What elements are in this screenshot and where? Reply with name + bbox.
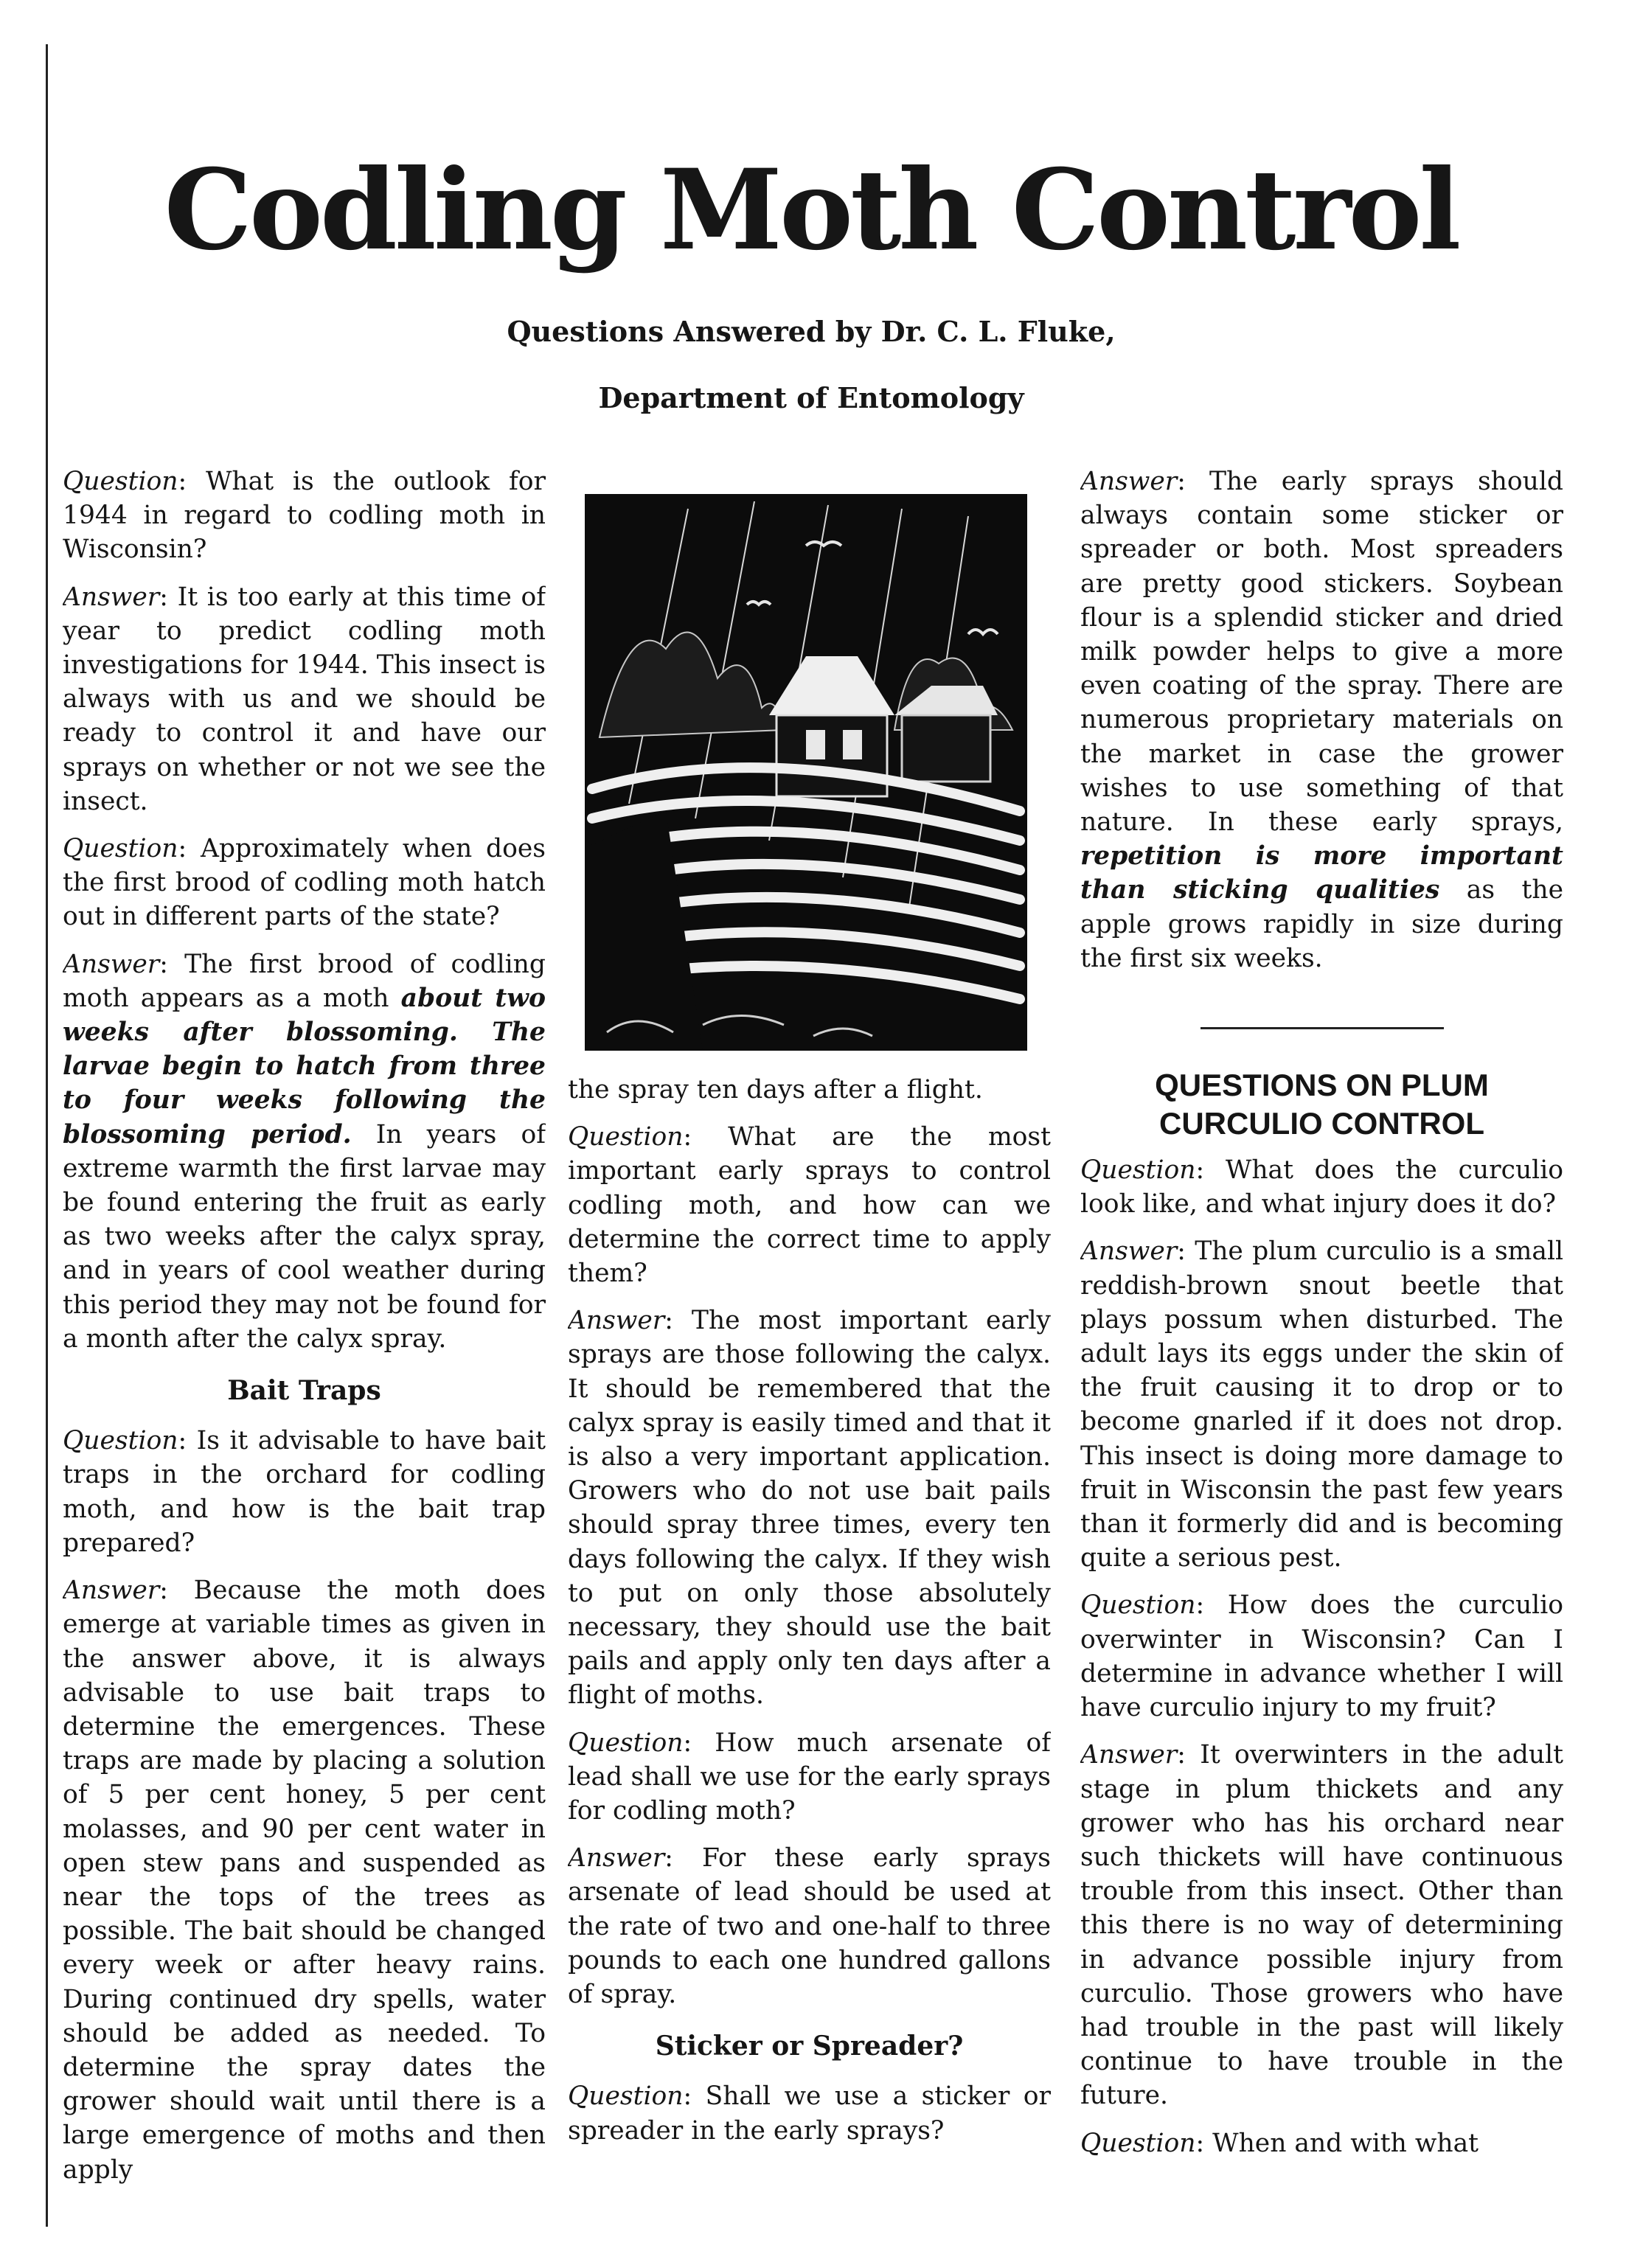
question-7-text: What does the curculio look like, and what injury does it do? [1080, 1155, 1563, 1220]
question-label: Question [1080, 1590, 1196, 1621]
answer-8-text: It overwinters in the adult stage in plum thickets and any grower who has his orchard near such thickets will have continuous trouble from this insect. Other than this there is no way of determining in advance possible injury from curculio. Those growers who have had trouble in the past will likely continue to have trouble in the future. [1080, 1740, 1563, 2111]
answer-7: Answer: The plum curculio is a small reddish-brown snout beetle that plays possum when disturbed. The adult lays its eggs under the skin of the fruit causing it to drop or to become gnarled if it does not drop. This insect is doing more damage to fruit in Wisconsin the past few years than it formerly did and is becoming quite a serious pest. [1080, 1236, 1563, 1573]
question-9-text: When and with what [1212, 2128, 1479, 2158]
answer-label: Answer [63, 949, 160, 979]
question-3: Question: Is it advisable to have bait traps in the orchard for codling moth, and how is the bait trap prepared? [63, 1426, 546, 1558]
answer-5: Answer: For these early sprays arsenate of lead should be used at the rate of two and one-half to three pounds to each one hundred gallons of spray. [568, 1843, 1051, 2010]
question-6-text: Shall we use a sticker or spreader in the early sprays? [568, 2081, 1051, 2146]
answer-label: Answer [63, 1576, 160, 1606]
question-5-text: How much arsenate of lead shall we use for the early sprays for codling moth? [568, 1728, 1051, 1826]
answer-2: Answer: The first brood of codling moth appears as a moth about two weeks after blossoming. The larvae begin to hatch from three to four weeks following the blossoming period. In years of extreme warmth the first larvae may be found entering the fruit as early as two weeks after the calyx spray, and in years of cool weather during this period they may not be found for a month after the calyx spray. [63, 949, 546, 1354]
answer-1: Answer: It is too early at this time of year to predict codling moth investigations for 1944. This insect is always with us and we should be ready to control it and have our sprays on whether or not we see the insect. [63, 582, 546, 816]
sticker-spreader-heading: Sticker or Spreader? [655, 2031, 964, 2062]
answer-5-text: For these early sprays arsenate of lead should be used at the rate of two and one-half to three pounds to each one hundred gallons of spray. [568, 1843, 1051, 2010]
question-label: Question [63, 467, 178, 496]
column-2 [568, 465, 1051, 2205]
woodcut-orchard-farmhouse-icon [585, 494, 1027, 1051]
answer-label: Answer [63, 582, 160, 612]
byline-author: Questions Answered by Dr. C. L. Fluke, [507, 315, 1116, 348]
answer-8: Answer: It overwinters in the adult stage in plum thickets and any grower who has his orchard near such thickets will have continuous trouble from this insect. Other than this there is no way of determining in advance possible injury from curculio. Those growers who have had trouble in the past will likely continue to have trouble in the future. [1080, 1740, 1563, 2111]
question-5: Question: How much arsenate of lead shall we use for the early sprays for codling moth? [568, 1728, 1051, 1826]
answer-label: Answer [568, 1843, 665, 1874]
question-label: Question [568, 1728, 684, 1758]
answer-6-emphasis: repetition is more important than sticking qualities [1080, 841, 1563, 905]
column-3 [1080, 465, 1563, 2205]
answer-2-emphasis: about two weeks after blossoming. The larvae begin to hatch from three to four weeks following the blossoming period. [63, 983, 546, 1149]
question-6: Question: Shall we use a sticker or spreader in the early sprays? [568, 2081, 1051, 2146]
answer-label: Answer [1080, 1236, 1178, 1267]
answer-label: Answer [1080, 1740, 1178, 1770]
question-label: Question [63, 1426, 178, 1456]
question-label: Question [1080, 2128, 1196, 2158]
answer-label: Answer [1080, 467, 1178, 496]
question-4-text: What are the most important early sprays to control codling moth, and how can we determine the correct time to apply them? [568, 1122, 1051, 1289]
question-label: Question [1080, 1155, 1196, 1186]
question-1: Question: What is the outlook for 1944 in regard to codling moth in Wisconsin? [63, 467, 546, 565]
question-3-text: Is it advisable to have bait traps in the orchard for codling moth, and how is the bait trap prepared? [63, 1426, 546, 1558]
question-label: Question [63, 834, 178, 864]
answer-2-text-pre: The first brood of codling moth appears as a moth [63, 949, 546, 1013]
question-7: Question: What does the curculio look like, and what injury does it do? [1080, 1155, 1563, 1220]
answer-2-text-post: In years of extreme warmth the first larvae may be found entering the fruit as early as two weeks after the calyx spray, and in years of cool weather during this period they may not be found for a month after the calyx spray. [63, 1119, 546, 1354]
column-2-continuation: the spray ten days after a flight. [568, 1075, 983, 1105]
answer-6: Answer: The early sprays should always contain some sticker or spreader or both. Most spreaders are pretty good stickers. Soybean flour is a splendid sticker and dried milk powder helps to give a more even coating of the spray. There are numerous proprietary materials on the market in case the grower wishes to use something of that nature. In these early sprays, repetition is more important than sticking qualities as the apple grows rapidly in size during the first six weeks. [1080, 467, 1563, 973]
answer-4-text: The most important early sprays are those following the calyx. It should be remembered that the calyx spray is easily timed and that it is also a very important application. Growers who do not use bait pails should spray three times, every ten days following the calyx. If they wish to put on only those absolutely necessary, they should use the bait pails and apply only ten days after a flight of moths. [568, 1306, 1051, 1711]
question-8: Question: How does the curculio overwinter in Wisconsin? Can I determine in advance whether I will have curculio injury to my fruit? [1080, 1590, 1563, 1723]
byline-department: Department of Entomology [598, 381, 1024, 414]
answer-7-text: The plum curculio is a small reddish-brown snout beetle that plays possum when disturbed. The adult lays its eggs under the skin of the fruit causing it to drop or to become gnarled if it does not drop. This insect is doing more damage to fruit in Wisconsin the past few years than it formerly did and is becoming quite a serious pest. [1080, 1236, 1563, 1573]
left-margin-rule [46, 44, 48, 2227]
answer-label: Answer [568, 1306, 665, 1336]
answer-1-text: It is too early at this time of year to predict codling moth investigations for 1944. This insect is always with us and we should be ready to control it and have our sprays on whether or not we see the insect. [63, 582, 546, 816]
question-9: Question: When and with what [1080, 2128, 1479, 2158]
section-divider [1201, 1027, 1444, 1029]
answer-3: Answer: Because the moth does emerge at variable times as given in the answer above, it is always advisable to use bait traps to determine the emergences. These traps are made by placing a solution of 5 per cent honey, 5 per cent molasses, and 90 per cent water in open stew pans and suspended as near the tops of the trees as possible. The bait should be changed every week or after heavy rains. During continued dry spells, water should be added as needed. To determine the spray dates the grower should wait until there is a large emergence of moths and then apply [63, 1576, 546, 2185]
answer-6-text-pre: The early sprays should always contain some sticker or spreader or both. Most spreaders are pretty good stickers. Soybean flour is a splendid sticker and dried milk powder helps to give a more even coating of the spray. There are numerous proprietary materials on the market in case the grower wishes to use something of that nature. In these early sprays, [1080, 467, 1563, 838]
question-2: Question: Approximately when does the first brood of codling moth hatch out in different parts of the state? [63, 834, 546, 932]
article-title: Codling Moth Control [164, 145, 1459, 275]
answer-4: Answer: The most important early sprays are those following the calyx. It should be remembered that the calyx spray is easily timed and that it is also a very important application. Growers who do not use bait pails should spray three times, every ten days following the calyx. If they wish to put on only those absolutely necessary, they should use the bait pails and apply only ten days after a flight of moths. [568, 1306, 1051, 1711]
question-1-text: What is the outlook for 1944 in regard to codling moth in Wisconsin? [63, 467, 546, 565]
question-label: Question [568, 1122, 684, 1152]
bait-traps-heading: Bait Traps [227, 1375, 381, 1407]
question-2-text: Approximately when does the first brood of codling moth hatch out in different parts of the state? [63, 834, 546, 932]
question-label: Question [568, 2081, 684, 2112]
question-4: Question: What are the most important early sprays to control codling moth, and how can we determine the correct time to apply them? [568, 1122, 1051, 1289]
column-1 [63, 465, 546, 2205]
answer-3-text: Because the moth does emerge at variable times as given in the answer above, it is always advisable to use bait traps to determine the emergences. These traps are made by placing a solution of 5 per cent honey, 5 per cent molasses, and 90 per cent water in open stew pans and suspended as near the tops of the trees as possible. The bait should be changed every week or after heavy rains. During continued dry spells, water should be added as needed. To determine the spray dates the grower should wait until there is a large emergence of moths and then apply [63, 1576, 546, 2185]
question-8-text: How does the curculio overwinter in Wisconsin? Can I determine in advance whether I will have curculio injury to my fruit? [1080, 1590, 1563, 1723]
answer-6-text-post: as the apple grows rapidly in size during the first six weeks. [1080, 875, 1563, 973]
plum-curculio-heading: QUESTIONS ON PLUM CURCULIO CONTROL [1155, 1068, 1489, 1141]
